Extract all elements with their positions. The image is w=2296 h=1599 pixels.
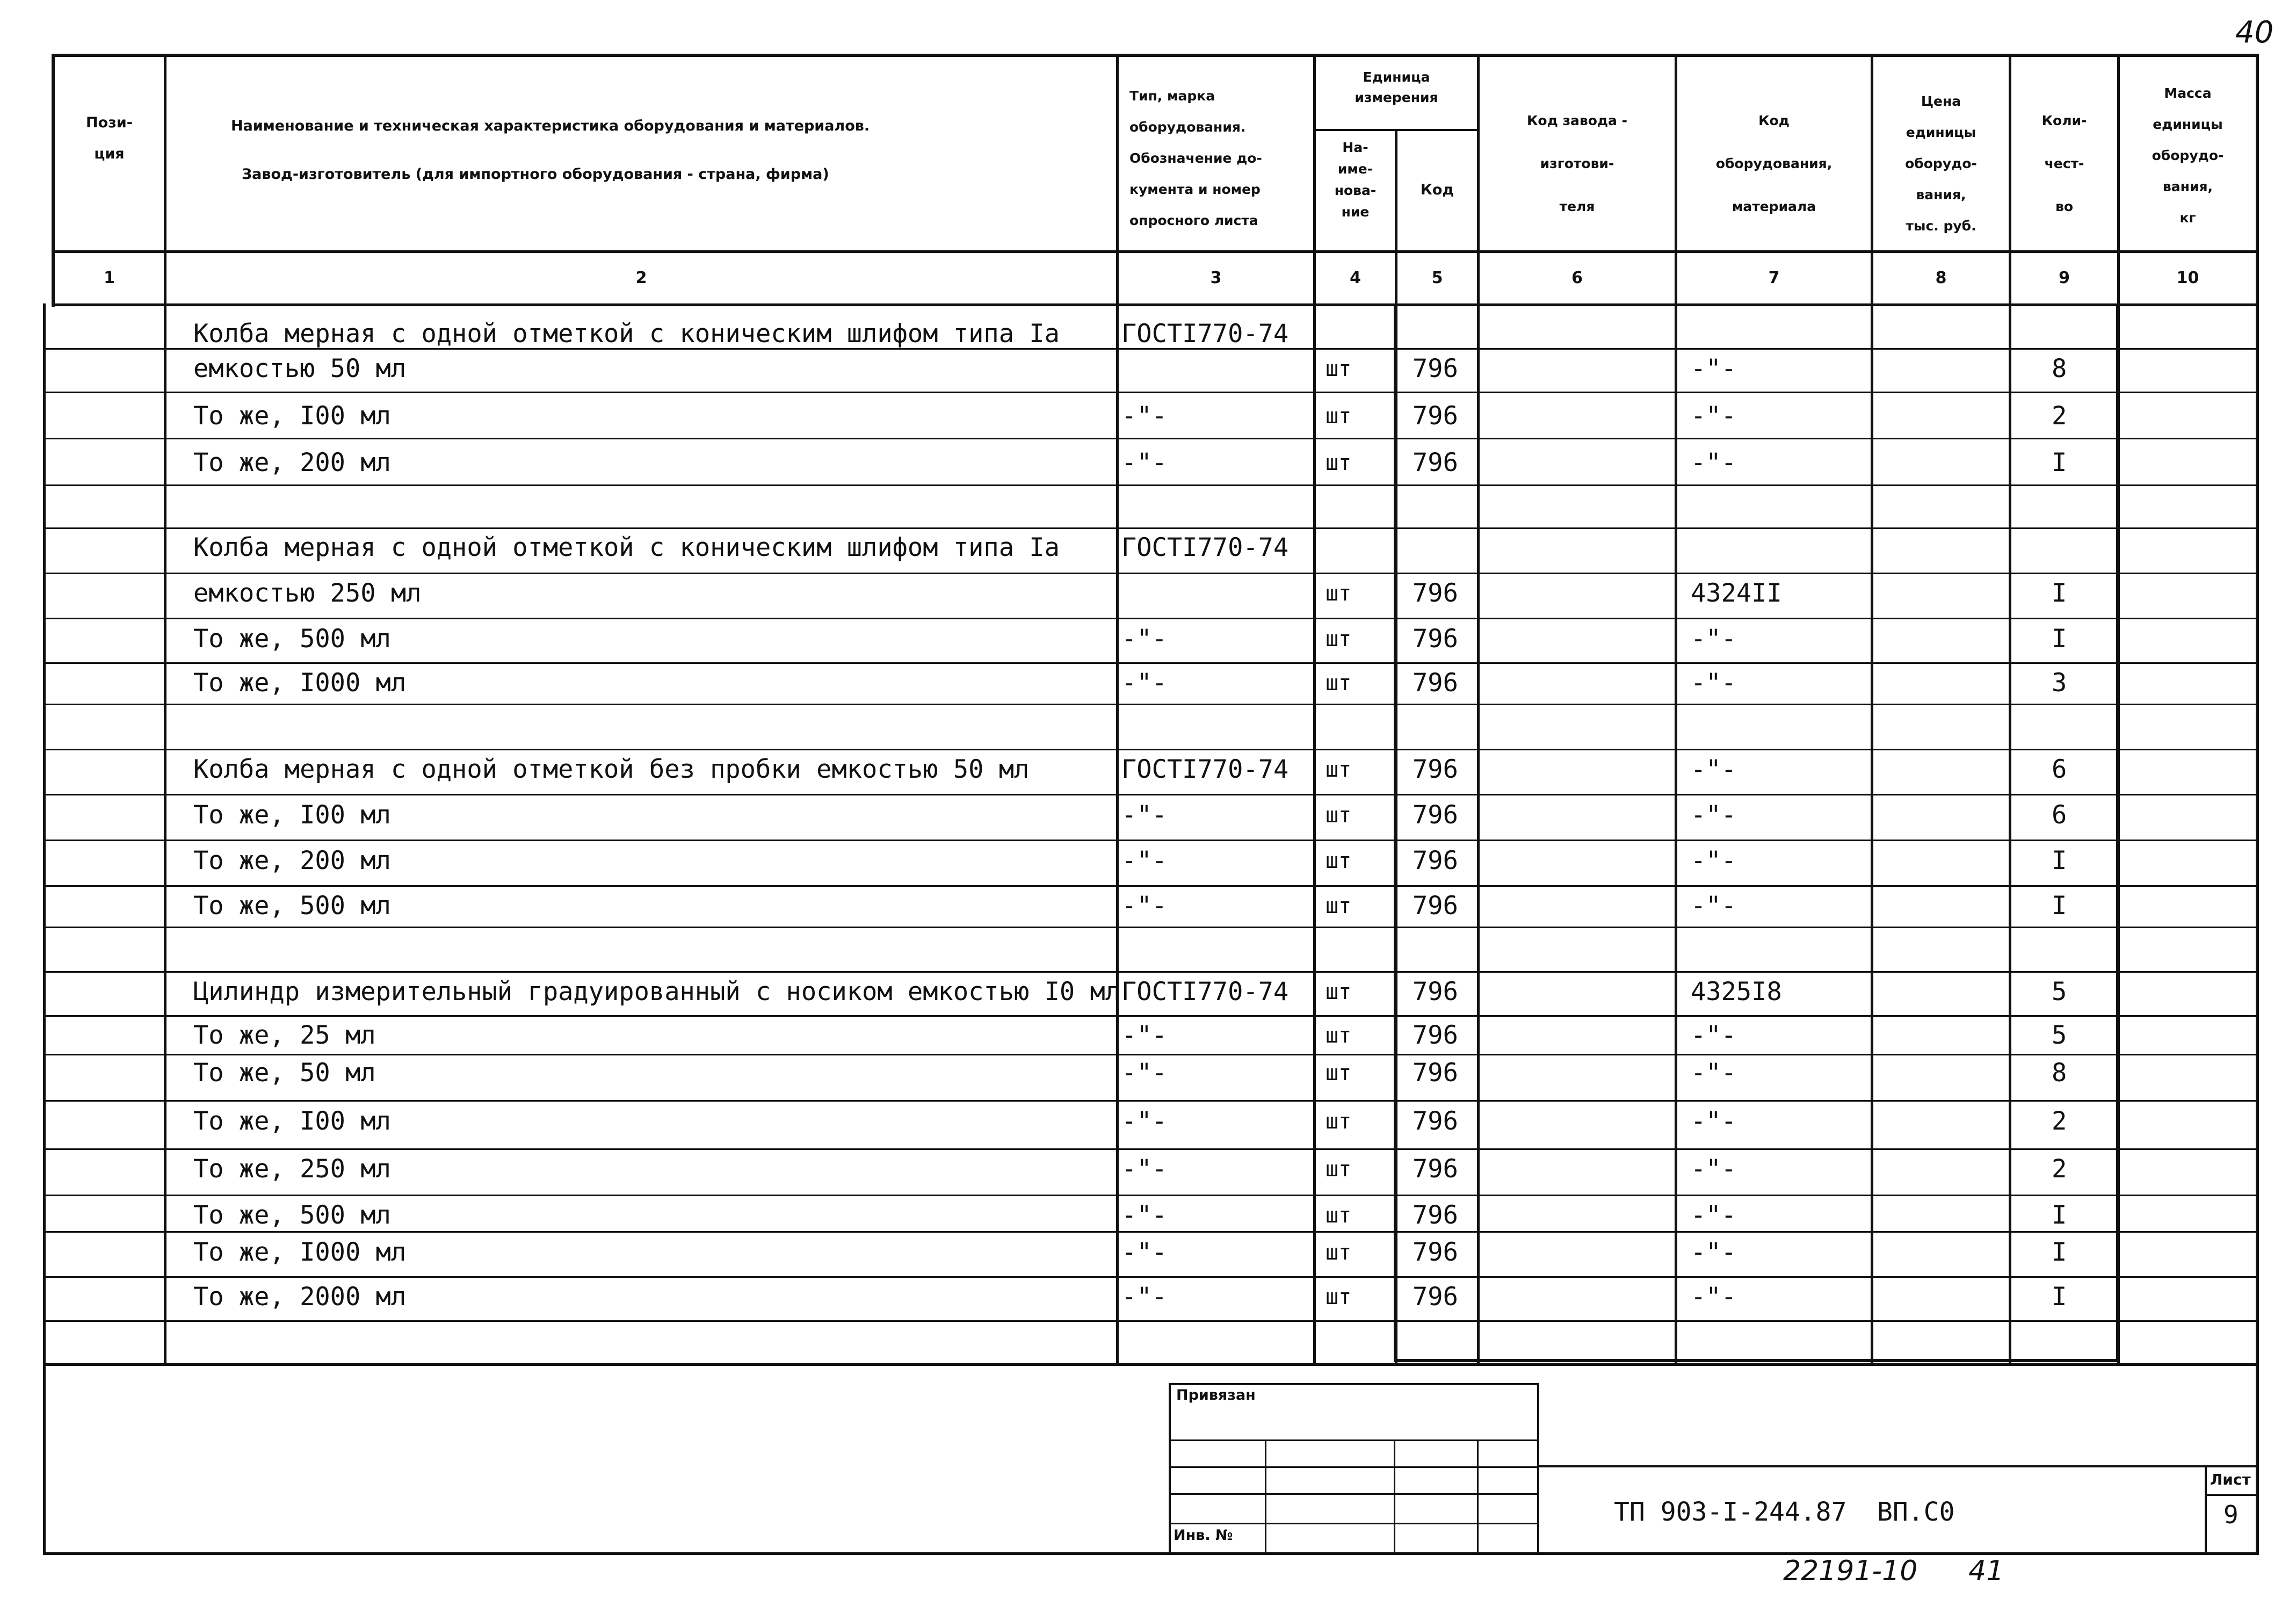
cell-qty: 5 bbox=[2052, 1021, 2067, 1050]
cell-name: То же, 2000 мл bbox=[193, 1282, 407, 1312]
cell-doc: -"- bbox=[1121, 668, 1167, 698]
cell-doc: ГОСТI770-74 bbox=[1121, 977, 1289, 1007]
cell-qty: I bbox=[2052, 578, 2067, 608]
cell-qty: I bbox=[2052, 1282, 2067, 1312]
cell-code: 796 bbox=[1413, 578, 1458, 608]
inventory-label: Инв. № bbox=[1174, 1527, 1233, 1544]
cell-doc: -"- bbox=[1121, 1282, 1167, 1312]
cell-qty: 2 bbox=[2052, 1154, 2067, 1184]
cell-doc: -"- bbox=[1121, 1106, 1167, 1136]
column-number: 4 bbox=[1350, 269, 1361, 287]
cell-mat: -"- bbox=[1691, 1200, 1736, 1230]
cell-name: То же, I00 мл bbox=[193, 1106, 391, 1136]
cell-unit: шт bbox=[1326, 451, 1352, 475]
cell-doc: -"- bbox=[1121, 624, 1167, 654]
cell-mat: -"- bbox=[1691, 846, 1736, 876]
cell-qty: 8 bbox=[2052, 1058, 2067, 1088]
cell-doc: -"- bbox=[1121, 891, 1167, 921]
cell-mat: -"- bbox=[1691, 1238, 1736, 1267]
sheet-number: 9 bbox=[2223, 1500, 2239, 1529]
cell-name: То же, I000 мл bbox=[193, 1238, 407, 1267]
column-number: 3 bbox=[1210, 269, 1222, 287]
cell-name: То же, 500 мл bbox=[193, 891, 391, 921]
cell-code: 796 bbox=[1413, 1282, 1458, 1312]
header-mass: Масса bbox=[2164, 85, 2212, 101]
cell-doc: -"- bbox=[1121, 401, 1167, 431]
sheet-mark: 40 bbox=[2235, 15, 2274, 50]
cell-name: емкостью 50 мл bbox=[193, 354, 407, 384]
column-number: 6 bbox=[1571, 269, 1583, 287]
cell-mat: -"- bbox=[1691, 1058, 1736, 1088]
column-number: 5 bbox=[1431, 269, 1443, 287]
cell-name: То же, 500 мл bbox=[193, 1200, 391, 1230]
column-number: 1 bbox=[104, 269, 115, 287]
header-unit-group: Единица bbox=[1363, 69, 1430, 85]
cell-qty: I bbox=[2052, 846, 2067, 876]
cell-unit: шт bbox=[1326, 1240, 1352, 1265]
cell-code: 796 bbox=[1413, 1238, 1458, 1267]
cell-unit: шт bbox=[1326, 1285, 1352, 1309]
cell-qty: 5 bbox=[2052, 977, 2067, 1007]
cell-unit: шт bbox=[1326, 1023, 1352, 1048]
column-number: 2 bbox=[635, 269, 647, 287]
cell-name: То же, 200 мл bbox=[193, 846, 391, 876]
cell-name: То же, 500 мл bbox=[193, 624, 391, 654]
cell-mat: -"- bbox=[1691, 668, 1736, 698]
footer-archive-number: 22191-10 bbox=[1783, 1555, 1918, 1587]
cell-name: То же, 25 мл bbox=[193, 1021, 376, 1050]
cell-mat: 4325I8 bbox=[1691, 977, 1782, 1007]
cell-unit: шт bbox=[1326, 757, 1352, 782]
cell-code: 796 bbox=[1413, 846, 1458, 876]
cell-mat: -"- bbox=[1691, 755, 1736, 784]
cell-name: То же, 50 мл bbox=[193, 1058, 376, 1088]
cell-doc: ГОСТI770-74 bbox=[1121, 755, 1289, 784]
cell-mat: -"- bbox=[1691, 354, 1736, 384]
cell-qty: I bbox=[2052, 624, 2067, 654]
cell-qty: 2 bbox=[2052, 401, 2067, 431]
cell-doc: -"- bbox=[1121, 1200, 1167, 1230]
cell-unit: шт bbox=[1326, 894, 1352, 918]
header-position: Пози- bbox=[86, 114, 133, 131]
cell-code: 796 bbox=[1413, 1200, 1458, 1230]
cell-unit: шт bbox=[1326, 1061, 1352, 1086]
sheet-label: Лист bbox=[2210, 1471, 2251, 1488]
cell-qty: 8 bbox=[2052, 354, 2067, 384]
cell-code: 796 bbox=[1413, 977, 1458, 1007]
cell-code: 796 bbox=[1413, 1058, 1458, 1088]
cell-unit: шт bbox=[1326, 671, 1352, 696]
cell-qty: I bbox=[2052, 1200, 2067, 1230]
cell-code: 796 bbox=[1413, 401, 1458, 431]
cell-unit: шт bbox=[1326, 1109, 1352, 1134]
header-price: Цена bbox=[1921, 93, 1961, 109]
cell-unit: шт bbox=[1326, 1203, 1352, 1228]
bound-label: Привязан bbox=[1176, 1387, 1256, 1403]
cell-unit: шт bbox=[1326, 404, 1352, 429]
column-number: 7 bbox=[1768, 269, 1780, 287]
cell-mat: -"- bbox=[1691, 800, 1736, 830]
cell-unit: шт bbox=[1326, 581, 1352, 606]
cell-name: То же, 250 мл bbox=[193, 1154, 391, 1184]
cell-code: 796 bbox=[1413, 891, 1458, 921]
cell-unit: шт bbox=[1326, 980, 1352, 1004]
section-code: ВП.С0 bbox=[1877, 1497, 1955, 1527]
cell-unit: шт bbox=[1326, 803, 1352, 828]
cell-name: То же, I00 мл bbox=[193, 401, 391, 431]
cell-code: 796 bbox=[1413, 624, 1458, 654]
cell-doc: -"- bbox=[1121, 1238, 1167, 1267]
cell-code: 796 bbox=[1413, 1154, 1458, 1184]
cell-unit: шт bbox=[1326, 357, 1352, 381]
cell-qty: 2 bbox=[2052, 1106, 2067, 1136]
cell-unit: шт bbox=[1326, 1157, 1352, 1182]
column-number: 8 bbox=[1935, 269, 1947, 287]
cell-mat: -"- bbox=[1691, 1154, 1736, 1184]
document-code: ТП 903-I-244.87 bbox=[1614, 1497, 1847, 1527]
cell-doc: -"- bbox=[1121, 800, 1167, 830]
header-material-code: Код bbox=[1758, 113, 1790, 128]
header-unit-name: На- bbox=[1342, 140, 1368, 155]
cell-doc: -"- bbox=[1121, 1021, 1167, 1050]
cell-qty: 6 bbox=[2052, 800, 2067, 830]
cell-name: Колба мерная с одной отметкой без пробки емкостью 50 мл bbox=[193, 755, 1030, 784]
cell-unit: шт bbox=[1326, 627, 1352, 652]
cell-name: То же, I00 мл bbox=[193, 800, 391, 830]
cell-name: емкостью 250 мл bbox=[193, 578, 422, 608]
cell-doc: -"- bbox=[1121, 1058, 1167, 1088]
cell-mat: 4324II bbox=[1691, 578, 1782, 608]
cell-doc: -"- bbox=[1121, 846, 1167, 876]
cell-name: То же, I000 мл bbox=[193, 668, 407, 698]
cell-code: 796 bbox=[1413, 800, 1458, 830]
header-type: Тип, марка bbox=[1129, 88, 1215, 104]
header-quantity: Коли- bbox=[2041, 113, 2087, 128]
cell-qty: I bbox=[2052, 1238, 2067, 1267]
cell-code: 796 bbox=[1413, 668, 1458, 698]
header-factory-code: Код завода - bbox=[1526, 113, 1628, 128]
column-number: 10 bbox=[2176, 269, 2199, 287]
cell-code: 796 bbox=[1413, 755, 1458, 784]
cell-mat: -"- bbox=[1691, 1106, 1736, 1136]
cell-mat: -"- bbox=[1691, 448, 1736, 477]
cell-mat: -"- bbox=[1691, 401, 1736, 431]
cell-mat: -"- bbox=[1691, 624, 1736, 654]
cell-code: 796 bbox=[1413, 1021, 1458, 1050]
cell-mat: -"- bbox=[1691, 1021, 1736, 1050]
cell-mat: -"- bbox=[1691, 891, 1736, 921]
cell-name: То же, 200 мл bbox=[193, 448, 391, 477]
cell-doc: ГОСТI770-74 bbox=[1121, 319, 1289, 349]
header-unit-code: Код bbox=[1420, 182, 1454, 198]
cell-name: Колба мерная с одной отметкой с коническим шлифом типа Iа bbox=[193, 319, 1060, 349]
cell-qty: 3 bbox=[2052, 668, 2067, 698]
cell-unit: шт bbox=[1326, 849, 1352, 873]
cell-mat: -"- bbox=[1691, 1282, 1736, 1312]
cell-doc: ГОСТI770-74 bbox=[1121, 533, 1289, 562]
cell-doc: -"- bbox=[1121, 1154, 1167, 1184]
cell-qty: I bbox=[2052, 891, 2067, 921]
cell-name: Колба мерная с одной отметкой с коническим шлифом типа Iа bbox=[193, 533, 1060, 562]
column-number: 9 bbox=[2059, 269, 2070, 287]
header-name: Наименование и техническая характеристика оборудования и материалов. bbox=[231, 118, 870, 134]
cell-qty: I bbox=[2052, 448, 2067, 477]
footer-page-number: 41 bbox=[1968, 1555, 2004, 1587]
cell-code: 796 bbox=[1413, 1106, 1458, 1136]
cell-code: 796 bbox=[1413, 354, 1458, 384]
cell-qty: 6 bbox=[2052, 755, 2067, 784]
cell-doc: -"- bbox=[1121, 448, 1167, 477]
cell-code: 796 bbox=[1413, 448, 1458, 477]
cell-name: Цилиндр измерительный градуированный с носиком емкостью I0 мл bbox=[193, 977, 1121, 1007]
